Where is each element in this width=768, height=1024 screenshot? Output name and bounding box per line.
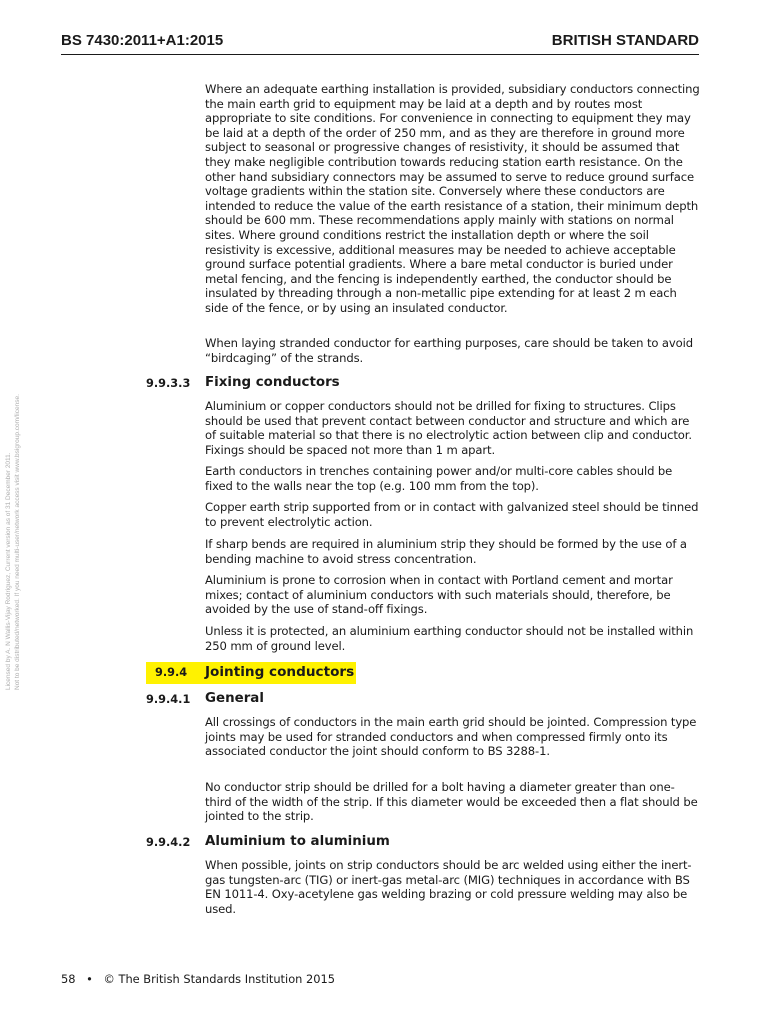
section-number: 9.9.4.1 [146,693,191,706]
license-watermark [4,394,22,690]
section-title: General [205,691,264,706]
section-title: Fixing conductors [205,375,340,390]
section-number: 9.9.4.2 [146,836,191,849]
highlighted-section-heading [146,662,356,684]
paragraph: When laying stranded conductor for earthing purposes, care should be taken to avoid “birdcaging” of the strands. [205,336,693,365]
footer-bullet: • [86,972,93,986]
document-id: BS 7430:2011+A1:2015 [61,32,224,49]
paragraph: No conductor strip should be drilled for a bolt having a diameter greater than one-third of the width of the strip. If this diameter would be exceeded then a flat should be jointed to the strip. [205,780,698,824]
paragraph: Aluminium or copper conductors should not be drilled for fixing to structures. Clips should be used that prevent contact between conductor and structure and which are of suitable material so that there is no electrolytic action between clip and conductor. Fixings should be spaced not more than 1 m apart. [205,399,692,457]
paragraph: Earth conductors in trenches containing power and/or multi-core cables should be fixed to the walls near the top (e.g. 100 mm from the top). [205,464,673,493]
page-footer [61,972,335,986]
copyright-notice: © The British Standards Institution 2015 [103,972,335,986]
section-title: Aluminium to aluminium [205,834,390,849]
section-title: Jointing conductors [205,664,355,680]
watermark-line: Not to be distributed/networked. If you need multi-user/network access visit www.bsigroup.com/license. [14,394,21,690]
paragraph: All crossings of conductors in the main earth grid should be jointed. Compression type joints may be used for stranded conductors and when compressed firmly onto its associated conductor the joint should conform to BS 3288-1. [205,715,697,759]
page-header [61,30,699,55]
paragraph: If sharp bends are required in aluminium strip they should be formed by the use of a bending machine to avoid stress concentration. [205,537,687,566]
paragraph: Aluminium is prone to corrosion when in contact with Portland cement and mortar mixes; contact of aluminium conductors with such materials should, therefore, be avoided by the use of stand-off fixings. [205,573,673,617]
document-type: BRITISH STANDARD [551,32,699,49]
paragraph: Copper earth strip supported from or in contact with galvanized steel should be tinned to prevent electrolytic action. [205,500,699,529]
paragraph: Where an adequate earthing installation is provided, subsidiary conductors connecting the main earth grid to equipment may be laid at a depth and by routes most appropriate to site conditions. For convenience in connecting to equipment they may be laid at a depth of the order of 250 mm, and as they are therefore in ground more subject to seasonal or progressive changes of resistivity, it should be assumed that they make negligible contribution towards reducing station earth resistance. On the other hand subsidiary connectors may be assumed to serve to reduce ground surface voltage gradients within the station site. Conversely where these conductors are intended to reduce the value of the earth resistance of a station, their minimum depth should be 600 mm. These recommendations apply mainly with stations on normal sites. Where ground conditions restrict the installation depth or where the soil resistivity is excessive, additional measures may be needed to achieve acceptable ground surface potential gradients. Where a bare metal conductor is buried under metal fencing, and the fencing is independently earthed, the conductor should be insulated by threading through a non-metallic pipe extending for at least 2 m each side of the fence, or by using an insulated conductor. [205,82,700,315]
paragraph: When possible, joints on strip conductors should be arc welded using either the inert-gas tungsten-arc (TIG) or inert-gas metal-arc (MIG) techniques in accordance with BS EN 1011-4. Oxy-acetylene gas welding brazing or cold pressure welding may also be used. [205,858,692,916]
paragraph: Unless it is protected, an aluminium earthing conductor should not be installed within 250 mm of ground level. [205,624,694,653]
section-number: 9.9.3.3 [146,377,191,390]
page-number: 58 [61,972,76,986]
watermark-line: Licensed by A. N Wallis-Vijay Rodriguez, Current version as of 31 December 2011. [5,452,12,690]
section-number: 9.9.4 [155,666,188,679]
